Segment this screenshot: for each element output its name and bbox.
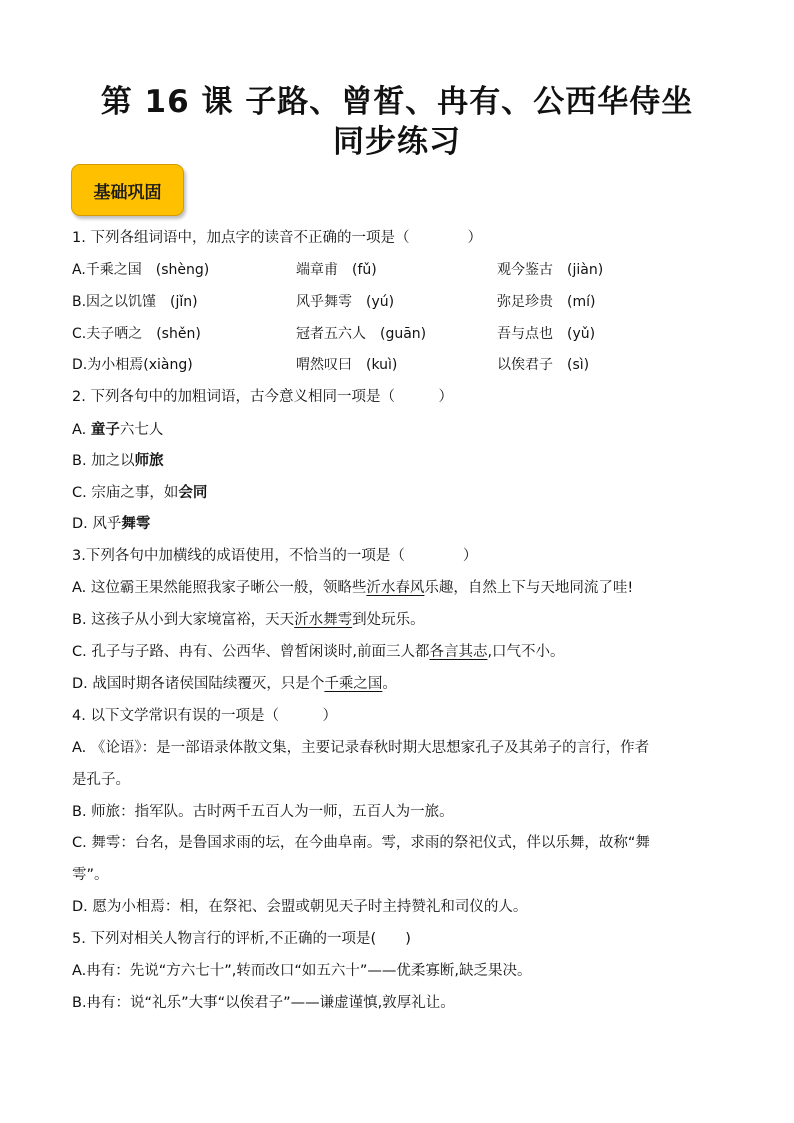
q3-a-suffix: 乐趣，自然上下与天地同流了哇! bbox=[424, 580, 634, 596]
q2-a-suffix: 六七人 bbox=[119, 422, 164, 438]
q2-d-prefix: D. 风乎 bbox=[72, 516, 122, 532]
q3-option-c bbox=[72, 642, 565, 662]
q1-option-a1: A.千乘之国 (shèng) bbox=[72, 262, 210, 278]
q1-option-a3: 观今鉴古 (jiàn) bbox=[497, 262, 604, 278]
q3-b-prefix: B. 这孩子从小到大家境富裕，天天 bbox=[72, 612, 295, 628]
q2-option-b bbox=[72, 451, 164, 471]
page-title-line2: 同步练习 bbox=[333, 124, 461, 160]
q4-option-a-line1: A. 《论语》：是一部语录体散文集，主要记录春秋时期大思想家孔子及其弟子的言行，作者 bbox=[72, 740, 650, 756]
q2-d-bold: 舞雩 bbox=[121, 516, 151, 532]
q3-b-underlined: 沂水舞雩 bbox=[294, 612, 353, 628]
q3-b-suffix: 到处玩乐。 bbox=[352, 612, 425, 628]
q3-d-underlined: 千乘之国 bbox=[324, 676, 383, 692]
q2-a-bold: 童子 bbox=[90, 422, 120, 438]
q2-option-a bbox=[72, 420, 163, 440]
q3-option-d bbox=[72, 674, 397, 694]
q1-option-d3: 以俟君子 (sì) bbox=[497, 357, 590, 373]
q5-option-b: B.冉有：说“礼乐”大事“以俟君子”——谦虚谨慎,敦厚礼让。 bbox=[72, 995, 455, 1011]
q2-option-c bbox=[72, 483, 207, 503]
q3-c-suffix: ,口气不小。 bbox=[487, 644, 565, 660]
q3-a-prefix: A. 这位霸王果然能照我家子晰公一般，领略些 bbox=[72, 580, 367, 596]
q3-d-suffix: 。 bbox=[382, 676, 397, 692]
q2-c-bold: 会同 bbox=[178, 485, 208, 501]
q2-c-prefix: C. 宗庙之事，如 bbox=[72, 485, 179, 501]
q4-option-c-line2: 雩”。 bbox=[72, 867, 109, 883]
q4-option-b: B. 师旅：指军队。古时两千五百人为一师，五百人为一旅。 bbox=[72, 804, 454, 820]
q3-c-underlined: 各言其志 bbox=[429, 644, 488, 660]
q3-d-prefix: D. 战国时期各诸侯国陆续覆灭，只是个 bbox=[72, 676, 325, 692]
q4-option-a-line2: 是孔子。 bbox=[72, 772, 130, 788]
q2-option-d bbox=[72, 514, 150, 534]
q2-a-prefix: A. bbox=[72, 422, 91, 438]
q1-option-c1: C.夫子哂之 (shěn) bbox=[72, 326, 201, 342]
q3-stem: 3.下列各句中加横线的成语使用，不恰当的一项是（ ） bbox=[72, 548, 478, 564]
q4-stem: 4. 以下文学常识有误的一项是（ ） bbox=[72, 708, 337, 724]
q4-option-d: D. 愿为小相焉：相，在祭祀、会盟或朝见天子时主持赞礼和司仪的人。 bbox=[72, 899, 528, 915]
q1-option-c3: 吾与点也 (yǔ) bbox=[497, 326, 596, 342]
q1-option-b1: B.因之以饥馑 (jǐn) bbox=[72, 294, 198, 310]
q2-b-bold: 师旅 bbox=[134, 453, 164, 469]
section-badge: 基础巩固 bbox=[71, 164, 184, 216]
q2-b-prefix: B. 加之以 bbox=[72, 453, 135, 469]
q5-stem: 5. 下列对相关人物言行的评析,不正确的一项是( ) bbox=[72, 931, 411, 947]
q1-option-b2: 风乎舞雩 (yú) bbox=[296, 294, 395, 310]
q1-stem: 1. 下列各组词语中，加点字的读音不正确的一项是（ ） bbox=[72, 230, 482, 246]
q4-option-c-line1: C. 舞雩：台名，是鲁国求雨的坛，在今曲阜南。雩，求雨的祭祀仪式，伴以乐舞，故称“舞 bbox=[72, 835, 650, 851]
q1-option-d1: D.为小相焉(xiàng) bbox=[72, 357, 193, 373]
q3-option-a bbox=[72, 578, 633, 598]
q1-option-a2: 端章甫 (fǔ) bbox=[296, 262, 377, 278]
q3-option-b bbox=[72, 610, 425, 630]
q2-stem: 2. 下列各句中的加粗词语，古今意义相同一项是（ ） bbox=[72, 389, 453, 405]
q3-a-underlined: 沂水春风 bbox=[366, 580, 425, 596]
q5-option-a: A.冉有：先说“方六七十”,转而改口“如五六十”——优柔寡断,缺乏果决。 bbox=[72, 963, 532, 979]
page-title-line1: 第 16 课 子路、曾皙、冉有、公西华侍坐 bbox=[100, 84, 694, 120]
q3-c-prefix: C. 孔子与子路、冉有、公西华、曾皙闲谈时,前面三人都 bbox=[72, 644, 430, 660]
q1-option-c2: 冠者五六人 (guān) bbox=[296, 326, 427, 342]
q1-option-d2: 喟然叹曰 (kuì) bbox=[296, 357, 398, 373]
q1-option-b3: 弥足珍贵 (mí) bbox=[497, 294, 596, 310]
